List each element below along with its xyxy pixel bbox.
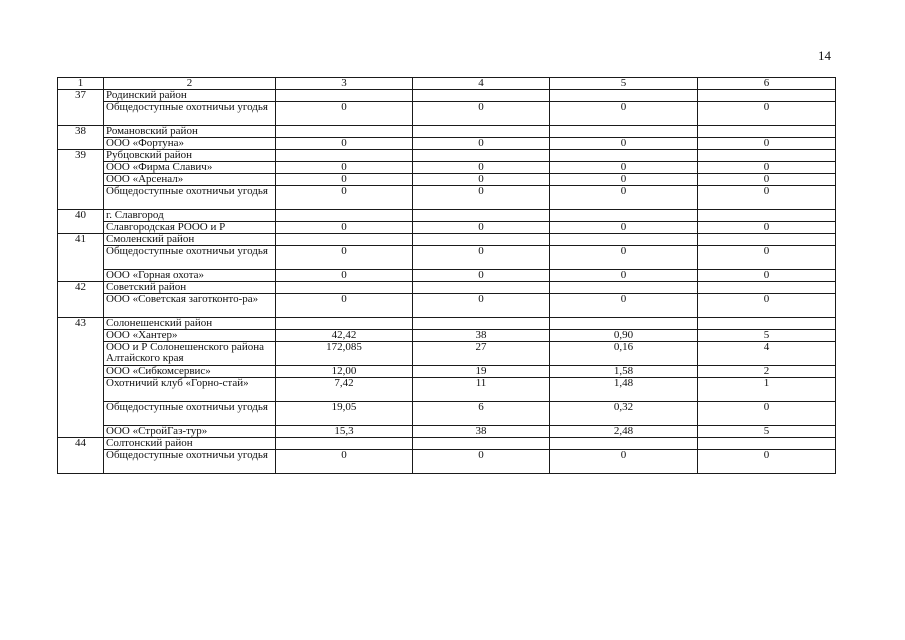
row-number: 38 — [58, 126, 104, 150]
table-row — [58, 426, 836, 438]
empty-cell — [276, 210, 413, 222]
row-number: 42 — [58, 282, 104, 318]
empty-cell — [413, 150, 550, 162]
value-cell-3: 0 — [276, 294, 413, 318]
value-cell-6: 0 — [698, 222, 836, 234]
value-cell-6: 0 — [698, 174, 836, 186]
district-row — [58, 438, 836, 450]
value-cell-4: 6 — [413, 402, 550, 426]
column-header: 5 — [550, 78, 698, 90]
value-cell-5: 1,48 — [550, 378, 698, 402]
empty-cell — [276, 234, 413, 246]
table-row — [58, 450, 836, 474]
value-cell-5: 0 — [550, 450, 698, 474]
value-cell-4: 0 — [413, 270, 550, 282]
value-cell-4: 0 — [413, 294, 550, 318]
value-cell-5: 0 — [550, 138, 698, 150]
table-row — [58, 102, 836, 126]
value-cell-4: 0 — [413, 138, 550, 150]
value-cell-6: 4 — [698, 342, 836, 366]
district-row — [58, 126, 836, 138]
empty-cell — [550, 282, 698, 294]
organization-name: ООО «Фортуна» — [104, 138, 276, 150]
table-row — [58, 402, 836, 426]
empty-cell — [698, 210, 836, 222]
value-cell-6: 0 — [698, 138, 836, 150]
organization-name: Общедоступные охотничьи угодья — [104, 102, 276, 126]
empty-cell — [550, 90, 698, 102]
value-cell-4: 11 — [413, 378, 550, 402]
value-cell-6: 0 — [698, 294, 836, 318]
district-name: Солтонский район — [104, 438, 276, 450]
organization-name: Общедоступные охотничьи угодья — [104, 402, 276, 426]
value-cell-5: 0,32 — [550, 402, 698, 426]
value-cell-5: 0 — [550, 222, 698, 234]
organization-name: Общедоступные охотничьи угодья — [104, 246, 276, 270]
value-cell-6: 0 — [698, 246, 836, 270]
empty-cell — [276, 126, 413, 138]
district-name: Смоленский район — [104, 234, 276, 246]
district-name: Рубцовский район — [104, 150, 276, 162]
value-cell-3: 0 — [276, 270, 413, 282]
column-header: 3 — [276, 78, 413, 90]
value-cell-6: 0 — [698, 402, 836, 426]
header-row — [58, 78, 836, 90]
value-cell-3: 172,085 — [276, 342, 413, 366]
value-cell-6: 0 — [698, 450, 836, 474]
organization-name: ООО «Хантер» — [104, 330, 276, 342]
table-row — [58, 174, 836, 186]
empty-cell — [698, 126, 836, 138]
value-cell-6: 5 — [698, 330, 836, 342]
value-cell-4: 38 — [413, 426, 550, 438]
empty-cell — [276, 438, 413, 450]
value-cell-5: 0,16 — [550, 342, 698, 366]
empty-cell — [698, 282, 836, 294]
organization-name: ООО «СтройГаз-тур» — [104, 426, 276, 438]
value-cell-4: 0 — [413, 222, 550, 234]
organization-name: Общедоступные охотничьи угодья — [104, 450, 276, 474]
empty-cell — [550, 318, 698, 330]
empty-cell — [413, 282, 550, 294]
empty-cell — [413, 126, 550, 138]
table-row — [58, 294, 836, 318]
value-cell-6: 5 — [698, 426, 836, 438]
column-header: 4 — [413, 78, 550, 90]
table-row — [58, 186, 836, 210]
value-cell-5: 0 — [550, 162, 698, 174]
value-cell-6: 2 — [698, 366, 836, 378]
district-row — [58, 210, 836, 222]
value-cell-6: 1 — [698, 378, 836, 402]
organization-name: ООО «Советская заготконто-ра» — [104, 294, 276, 318]
empty-cell — [698, 438, 836, 450]
value-cell-3: 0 — [276, 102, 413, 126]
district-name: Советский район — [104, 282, 276, 294]
row-number: 44 — [58, 438, 104, 474]
value-cell-4: 0 — [413, 186, 550, 210]
value-cell-3: 0 — [276, 222, 413, 234]
empty-cell — [550, 150, 698, 162]
page-number: 14 — [818, 48, 831, 63]
value-cell-4: 0 — [413, 174, 550, 186]
empty-cell — [698, 90, 836, 102]
value-cell-5: 0 — [550, 186, 698, 210]
value-cell-5: 2,48 — [550, 426, 698, 438]
empty-cell — [276, 150, 413, 162]
table-row — [58, 246, 836, 270]
value-cell-4: 38 — [413, 330, 550, 342]
empty-cell — [550, 210, 698, 222]
value-cell-6: 0 — [698, 162, 836, 174]
row-number: 43 — [58, 318, 104, 438]
row-number: 40 — [58, 210, 104, 234]
table-row — [58, 162, 836, 174]
value-cell-4: 0 — [413, 162, 550, 174]
row-number: 39 — [58, 150, 104, 210]
value-cell-3: 0 — [276, 186, 413, 210]
table-row — [58, 138, 836, 150]
value-cell-6: 0 — [698, 186, 836, 210]
district-row — [58, 282, 836, 294]
table-row — [58, 222, 836, 234]
value-cell-4: 0 — [413, 102, 550, 126]
value-cell-5: 1,58 — [550, 366, 698, 378]
value-cell-3: 0 — [276, 246, 413, 270]
row-number: 41 — [58, 234, 104, 282]
value-cell-3: 19,05 — [276, 402, 413, 426]
organization-name: Славгородская РООО и Р — [104, 222, 276, 234]
empty-cell — [550, 438, 698, 450]
column-header: 2 — [104, 78, 276, 90]
district-name: Солонешенский район — [104, 318, 276, 330]
organization-name: ООО и Р Солонешенского района Алтайского края — [104, 342, 276, 366]
empty-cell — [698, 318, 836, 330]
table-row — [58, 342, 836, 366]
empty-cell — [698, 150, 836, 162]
district-row — [58, 234, 836, 246]
table-row — [58, 366, 836, 378]
organization-name: ООО «Арсенал» — [104, 174, 276, 186]
empty-cell — [698, 234, 836, 246]
district-row — [58, 90, 836, 102]
column-header: 6 — [698, 78, 836, 90]
value-cell-3: 42,42 — [276, 330, 413, 342]
value-cell-5: 0 — [550, 102, 698, 126]
value-cell-4: 19 — [413, 366, 550, 378]
empty-cell — [276, 282, 413, 294]
value-cell-4: 0 — [413, 450, 550, 474]
table-row — [58, 270, 836, 282]
value-cell-3: 15,3 — [276, 426, 413, 438]
value-cell-6: 0 — [698, 270, 836, 282]
value-cell-5: 0 — [550, 294, 698, 318]
value-cell-5: 0 — [550, 246, 698, 270]
empty-cell — [276, 90, 413, 102]
value-cell-5: 0,90 — [550, 330, 698, 342]
district-name: г. Славгород — [104, 210, 276, 222]
value-cell-4: 27 — [413, 342, 550, 366]
district-name: Романовский район — [104, 126, 276, 138]
row-number: 37 — [58, 90, 104, 126]
organization-name: Охотничий клуб «Горно-стай» — [104, 378, 276, 402]
value-cell-4: 0 — [413, 246, 550, 270]
empty-cell — [550, 234, 698, 246]
district-row — [58, 318, 836, 330]
organization-name: ООО «Фирма Славич» — [104, 162, 276, 174]
value-cell-6: 0 — [698, 102, 836, 126]
value-cell-5: 0 — [550, 270, 698, 282]
empty-cell — [413, 438, 550, 450]
value-cell-3: 7,42 — [276, 378, 413, 402]
table-row — [58, 378, 836, 402]
empty-cell — [413, 234, 550, 246]
district-row — [58, 150, 836, 162]
value-cell-3: 0 — [276, 162, 413, 174]
value-cell-3: 0 — [276, 450, 413, 474]
value-cell-3: 0 — [276, 174, 413, 186]
empty-cell — [413, 210, 550, 222]
empty-cell — [550, 126, 698, 138]
empty-cell — [413, 90, 550, 102]
table-row — [58, 330, 836, 342]
value-cell-5: 0 — [550, 174, 698, 186]
empty-cell — [276, 318, 413, 330]
organization-name: ООО «Горная охота» — [104, 270, 276, 282]
empty-cell — [413, 318, 550, 330]
hunting-grounds-table — [57, 77, 836, 474]
organization-name: Общедоступные охотничьи угодья — [104, 186, 276, 210]
column-header: 1 — [58, 78, 104, 90]
value-cell-3: 0 — [276, 138, 413, 150]
value-cell-3: 12,00 — [276, 366, 413, 378]
district-name: Родинский район — [104, 90, 276, 102]
organization-name: ООО «Сибкомсервис» — [104, 366, 276, 378]
